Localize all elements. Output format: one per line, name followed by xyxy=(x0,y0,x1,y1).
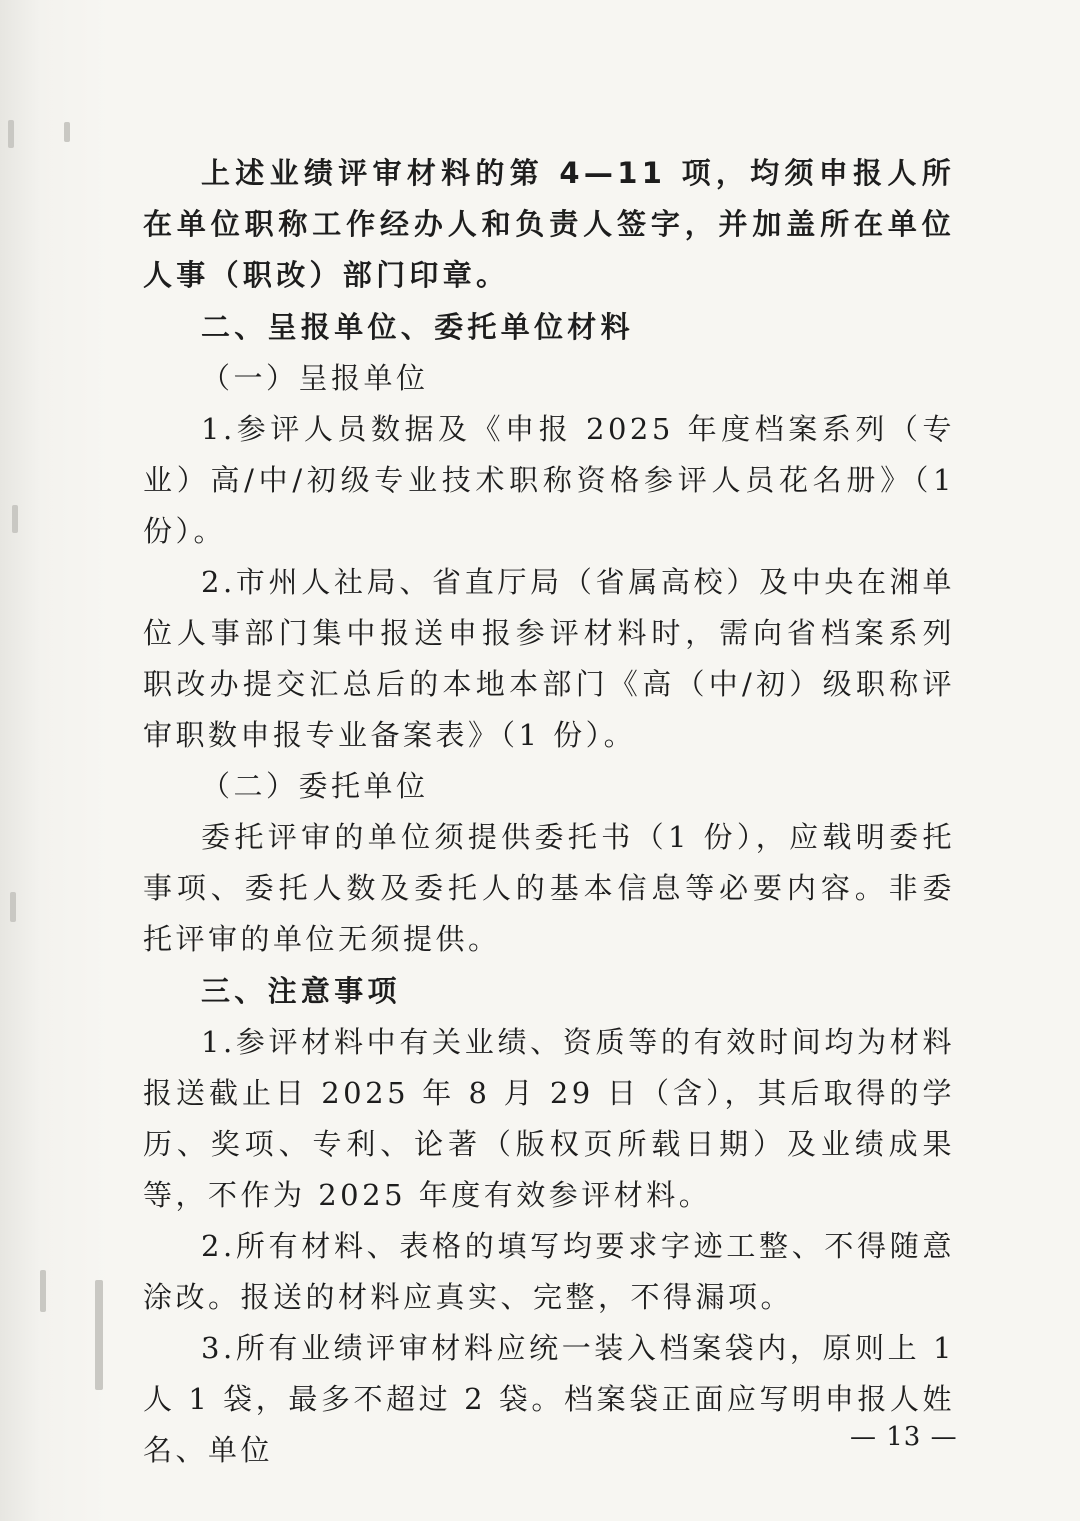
scan-mark xyxy=(12,505,18,533)
subsection-heading-submitting-unit: （一）呈报单位 xyxy=(201,361,429,395)
scan-shadow xyxy=(0,0,110,1521)
subsection-heading-entrusting-unit: （二）委托单位 xyxy=(201,769,429,803)
paragraph-item-2-filing-form: 2.市州人社局、省直厅局（省属高校）及中央在湘单位人事部门集中报送申报参评材料时，需向省档案系列职改办提交汇总后的本地本部门《高（中/初）级职称评审职数申报专业备案表》（1 份）。 xyxy=(143,565,955,752)
scan-mark xyxy=(8,120,14,148)
scan-mark xyxy=(64,122,70,142)
section-heading-three: 三、注意事项 xyxy=(201,974,401,1008)
paragraph-item-1-roster: 1.参评人员数据及《申报 2025 年度档案系列（专业）高/中/初级专业技术职称资格参评人员花名册》（1 份）。 xyxy=(143,412,968,548)
paragraph-materials-signature: 上述业绩评审材料的第 4—11 项，均须申报人所在单位职称工作经办人和负责人签字，并加盖所在单位人事（职改）部门印章。 xyxy=(143,156,955,292)
paragraph-note-3-envelope: 3.所有业绩评审材料应统一装入档案袋内，原则上 1 人 1 袋，最多不超过 2 袋。档案袋正面应写明申报人姓名、单位 xyxy=(143,1331,968,1467)
paragraph-note-2-handwriting: 2.所有材料、表格的填写均要求字迹工整、不得随意涂改。报送的材料应真实、完整，不得漏项。 xyxy=(143,1229,955,1314)
scan-mark xyxy=(95,1280,103,1390)
paragraph-note-1-deadline: 1.参评材料中有关业绩、资质等的有效时间均为材料报送截止日 2025 年 8 月 29 日（含），其后取得的学历、奖项、专利、论著（版权页所载日期）及业绩成果等，不作为 2025 年度有效参评材料。 xyxy=(143,1025,955,1212)
paragraph-entrustment-letter: 委托评审的单位须提供委托书（1 份），应载明委托事项、委托人数及委托人的基本信息等必要内容。非委托评审的单位无须提供。 xyxy=(143,820,955,956)
scan-mark xyxy=(40,1270,46,1312)
document-body xyxy=(143,148,968,1476)
section-heading-two: 二、呈报单位、委托单位材料 xyxy=(201,310,634,344)
scan-mark xyxy=(10,892,16,922)
page-number: — 13 — xyxy=(850,1422,958,1452)
